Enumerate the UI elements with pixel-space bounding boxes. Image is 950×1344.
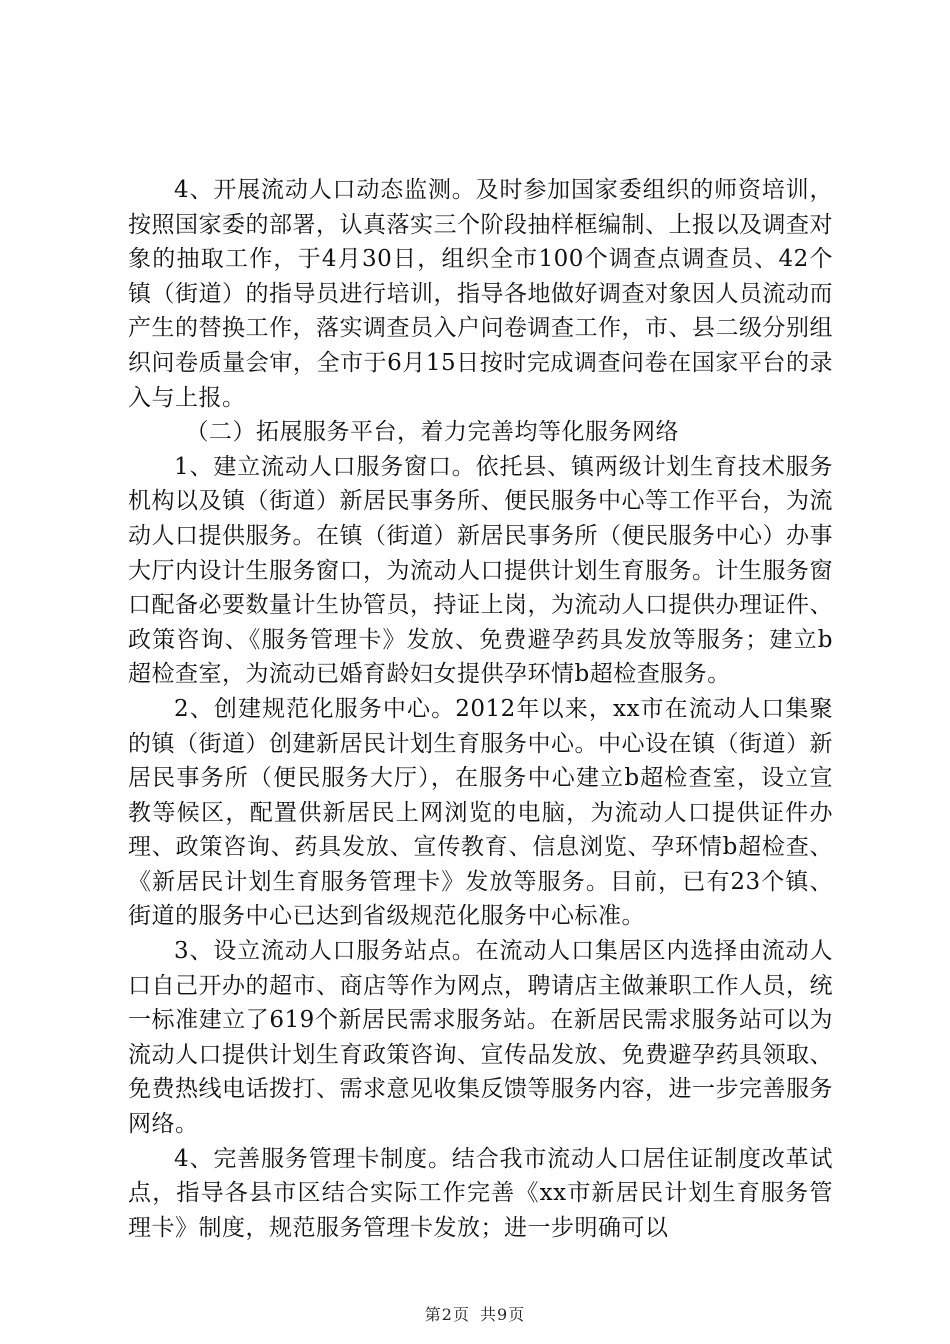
paragraph-service-window: 1、建立流动人口服务窗口。依托县、镇两级计划生育技术服务机构以及镇（街道）新居民事务所、便民服务中心等工作平台，为流动人口提供服务。在镇（街道）新居民事务所（便民服务中心）办事大厅内设计生服务窗口，为流动人口提供计划生育服务。计生服务窗口配备必要数量计生协管员，持证上岗，为流动人口提供办理证件、政策咨询、《服务管理卡》发放、免费避孕药具发放等服务；建立b超检查室，为流动已婚育龄妇女提供孕环情b超检查服务。	[128, 453, 833, 688]
paragraph-service-station: 3、设立流动人口服务站点。在流动人口集居区内选择由流动人口自己开办的超市、商店等作为网点，聘请店主做兼职工作人员，统一标准建立了619个新居民需求服务站。在新居民需求服务站可以为流动人口提供计划生育政策咨询、宣传品发放、免费避孕药具领取、免费热线电话拨打、需求意见收集反馈等服务内容，进一步完善服务网络。	[128, 938, 833, 1138]
page-footer	[0, 1302, 950, 1325]
paragraph-monitoring: 4、开展流动人口动态监测。及时参加国家委组织的师资培训，按照国家委的部署，认真落实三个阶段抽样框编制、上报以及调查对象的抽取工作，于4月30日，组织全市100个调查点调查员、42个镇（街道）的指导员进行培训，指导各地做好调查对象因人员流动而产生的替换工作，落实调查员入户问卷调查工作，市、县二级分别组织问卷质量会审，全市于6月15日按时完成调查问卷在国家平台的录入与上报。	[128, 177, 833, 411]
page-total: 共9页	[480, 1305, 526, 1324]
page-number: 第2页	[424, 1305, 470, 1324]
paragraph-service-center: 2、创建规范化服务中心。2012年以来，xx市在流动人口集聚的镇（街道）创建新居民计划生育服务中心。中心设在镇（街道）新居民事务所（便民服务大厅），在服务中心建立b超检查室，设立宣教等候区，配置供新居民上网浏览的电脑，为流动人口提供证件办理、政策咨询、药具发放、宣传教育、信息浏览、孕环情b超检查、《新居民计划生育服务管理卡》发放等服务。目前，已有23个镇、街道的服务中心已达到省级规范化服务中心标准。	[128, 695, 833, 930]
paragraph-management-card: 4、完善服务管理卡制度。结合我市流动人口居住证制度改革试点，指导各县市区结合实际工作完善《xx市新居民计划生育服务管理卡》制度，规范服务管理卡发放；进一步明确可以	[128, 1145, 833, 1241]
document-body	[128, 173, 833, 1245]
section-heading: （二）拓展服务平台，着力完善均等化服务网络	[185, 419, 679, 446]
